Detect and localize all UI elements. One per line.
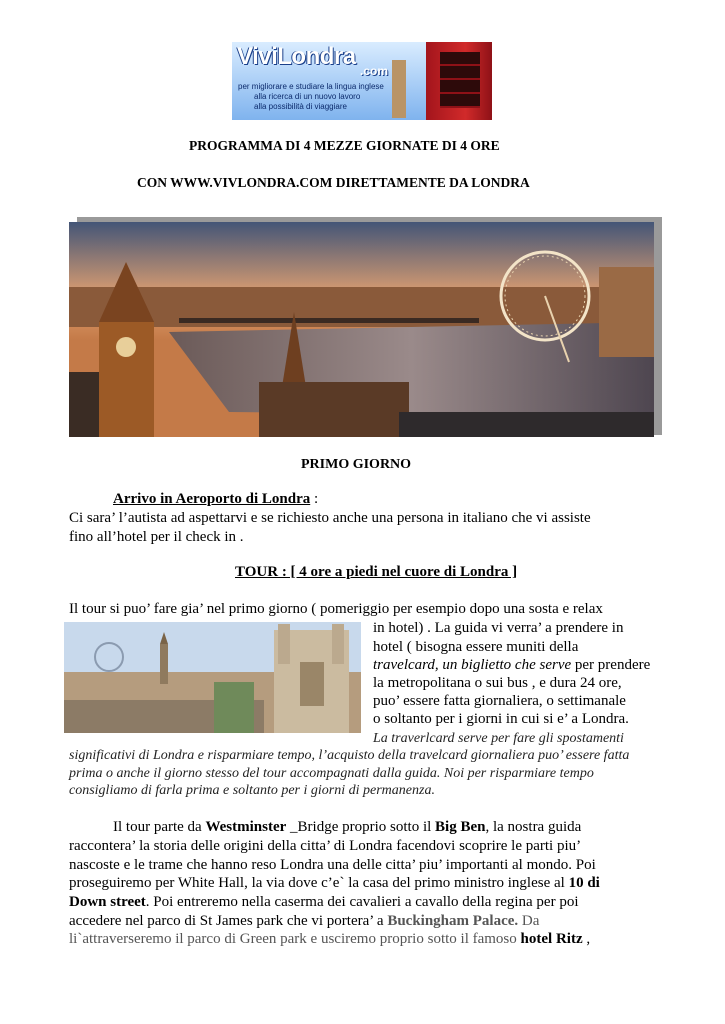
day-title: PRIMO GIORNO [301, 457, 412, 472]
heading-program: PROGRAMMA DI 4 MEZZE GIORNATE DI 4 ORE [189, 138, 500, 153]
phone-booth-icon [426, 42, 492, 120]
westminster-bold: Westminster [205, 819, 287, 835]
logo-tagline-1: per migliorare e studiare la lingua inglese [238, 82, 384, 91]
arrival-title: Arrivo in Aeroporto di Londra [113, 491, 311, 507]
para2-text: Il tour parte da [113, 819, 206, 835]
tour-title: TOUR : [ 4 ore a piedi nel cuore di Londra ] [235, 564, 518, 580]
westminster-photo [64, 622, 361, 733]
para2-line-5 [69, 893, 579, 912]
hotel-ritz-bold: hotel Ritz [520, 931, 583, 947]
travelcard-italic: travelcard, un biglietto che serve [373, 657, 572, 673]
logo-tagline-3: alla possibilità di viaggiare [254, 102, 347, 111]
london-skyline-photo [69, 222, 654, 437]
para1-line-2: in hotel) . La guida vi verra’ a prendere in [373, 620, 624, 636]
para1-line-7: o soltanto per i giorni in cui si e’ a Londra. [373, 711, 629, 727]
para2-text: accedere nel parco di St James park che vi portera’ a [69, 913, 388, 929]
para1-italic-2: significativi di Londra e risparmiare tempo, l’acquisto della travelcard giornaliera puo’ essere fatta [69, 748, 630, 763]
para2-text: , [582, 931, 591, 947]
para2-text: _Bridge proprio sotto il [286, 819, 436, 835]
down-street-bold-2: Down street [69, 894, 146, 910]
para1-line-5: la metropolitana o sui bus , e dura 24 ore, [373, 675, 622, 691]
buckingham-bold: Buckingham Palace. [387, 913, 519, 929]
para1-line-3: hotel ( bisogna essere muniti della [373, 639, 579, 655]
para1-line-4 [373, 656, 650, 675]
para2-text: . Poi entreremo nella caserma dei cavalieri a cavallo della regina per poi [145, 894, 579, 910]
para1-line-6: puo’ essere fatta giornaliera, o settimanale [373, 693, 626, 709]
para1-line-4-rest: per prendere [571, 657, 651, 673]
para1-line-1: Il tour si puo’ fare gia’ nel primo giorno ( pomeriggio per esempio dopo una sosta e relax [69, 601, 603, 617]
para2-line-2: raccontera’ la storia delle origini della citta’ di Londra facendovi scoprire le parti piu’ [69, 838, 582, 854]
para2-text: , la nostra guida [485, 819, 582, 835]
para2-line-4 [69, 874, 600, 893]
para1-italic-3: prima o anche il giorno stesso del tour accompagnati dalla guida. Noi per risparmiare tempo [69, 766, 594, 781]
arrival-line-1: Ci sara’ l’autista ad aspettarvi e se richiesto anche una persona in italiano che vi assiste [69, 510, 591, 526]
para2-line-6 [69, 912, 539, 931]
para1-italic-4: consigliamo di farla prima e soltanto per i giorni di permanenza. [69, 783, 435, 798]
para2-line-1 [113, 818, 581, 837]
logo-domain: .com [360, 64, 389, 78]
arrival-line-2: fino all’hotel per il check in . [69, 529, 244, 545]
down-street-bold: 10 di [568, 875, 600, 891]
para2-line-3: nascoste e le trame che hanno reso Londra una delle citta’ piu’ importanti al mondo. Poi [69, 857, 596, 873]
para2-text: proseguiremo per White Hall, la via dove c’e` la casa del primo ministro inglese al [69, 875, 569, 891]
para2-text: li`attraverseremo il parco di Green park e usciremo proprio sotto il famoso [69, 931, 521, 947]
logo-tagline-2: alla ricerca di un nuovo lavoro [254, 92, 361, 101]
london-skyline-illustration [69, 222, 654, 437]
big-ben-bold: Big Ben [435, 819, 486, 835]
arrival-suffix: : [310, 491, 319, 507]
para2-text: Da [518, 913, 540, 929]
para1-italic-1: La traverlcard serve per fare gli spostamenti [373, 731, 624, 746]
para2-line-7 [69, 930, 590, 949]
westminster-illustration [64, 622, 361, 733]
vivilondra-logo [232, 42, 492, 120]
logo-brand: ViviLondra [237, 43, 356, 70]
heading-vivilondra: CON WWW.VIVLONDRA.COM DIRETTAMENTE DA LONDRA [137, 175, 530, 190]
big-ben-icon [392, 60, 406, 118]
arrival-heading [113, 490, 318, 509]
